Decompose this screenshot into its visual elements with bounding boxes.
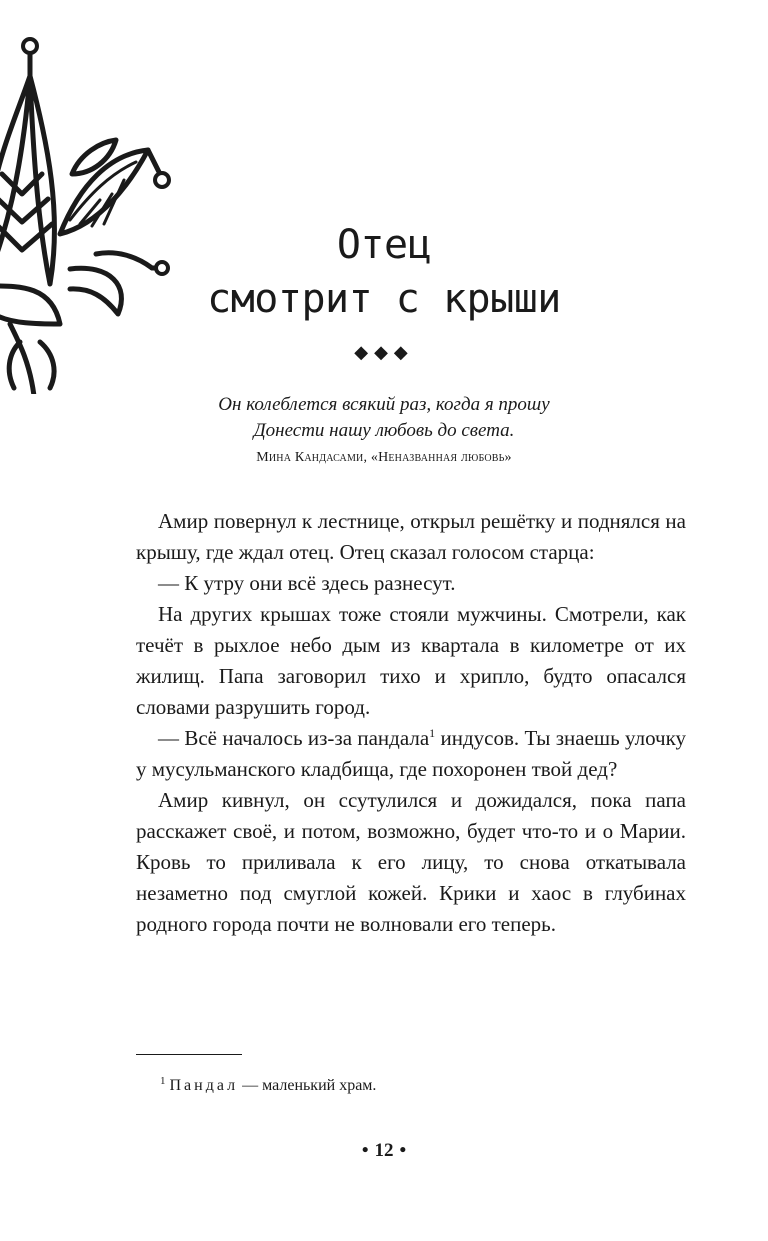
page-number-value: 12 bbox=[374, 1140, 394, 1161]
epigraph-line-1: Он колеблется всякий раз, когда я прошу bbox=[218, 394, 550, 415]
page-number-dot-left: • bbox=[361, 1140, 369, 1161]
chapter-body bbox=[136, 506, 686, 940]
chapter-title-line-1: Отец bbox=[336, 222, 432, 268]
epigraph bbox=[0, 392, 768, 444]
paragraph-4 bbox=[136, 723, 686, 785]
paragraph-2: — К утру они всё здесь разнесут. bbox=[158, 571, 456, 595]
epigraph-line-2: Донести нашу любовь до света. bbox=[253, 420, 515, 441]
page-number bbox=[0, 1140, 768, 1162]
chapter-title bbox=[0, 218, 768, 326]
footnote-definition: — маленький храм. bbox=[238, 1077, 377, 1094]
footnote bbox=[160, 1070, 376, 1097]
paragraph-5: Амир кивнул, он ссутулился и дожидался, пока папа расскажет своё, и потом, возможно, будет что-то и о Марии. Кровь то приливала к его лицу, то снова откатывала незаметно под смуглой кожей. Крики и хаос в глубинах родного города почти не волновали его теперь. bbox=[136, 788, 686, 936]
paragraph-1: Амир повернул к лестнице, открыл решётку и поднялся на крышу, где ждал отец. Отец сказал голосом старца: bbox=[136, 509, 686, 564]
paragraph-3: На других крышах тоже стояли мужчины. Смотрели, как течёт в рыхлое небо дым из квартала в километре от их жилищ. Папа заговорил тихо и хрипло, будто опасался словами разрушить город. bbox=[136, 602, 686, 719]
chapter-title-line-2: смотрит с крыши bbox=[207, 276, 561, 322]
footnote-term: Пандал bbox=[169, 1077, 239, 1094]
footnote-number: 1 bbox=[160, 1075, 166, 1087]
page-number-dot-right: • bbox=[399, 1140, 407, 1161]
footnote-divider bbox=[136, 1054, 242, 1055]
lotus-ornament-icon bbox=[0, 24, 180, 394]
epigraph-attribution: Мина Кандасами, «Неназванная любовь» bbox=[256, 450, 512, 465]
diamond-separator: ◆◆◆ bbox=[354, 342, 414, 362]
footnote-reference[interactable]: 1 bbox=[429, 726, 436, 740]
paragraph-4-start: — Всё началось из-за пандала bbox=[158, 726, 430, 750]
paragraph-4-end: индусов. Ты знаешь улочку у мусульманского кладбища, где похоронен твой дед? bbox=[136, 726, 686, 781]
